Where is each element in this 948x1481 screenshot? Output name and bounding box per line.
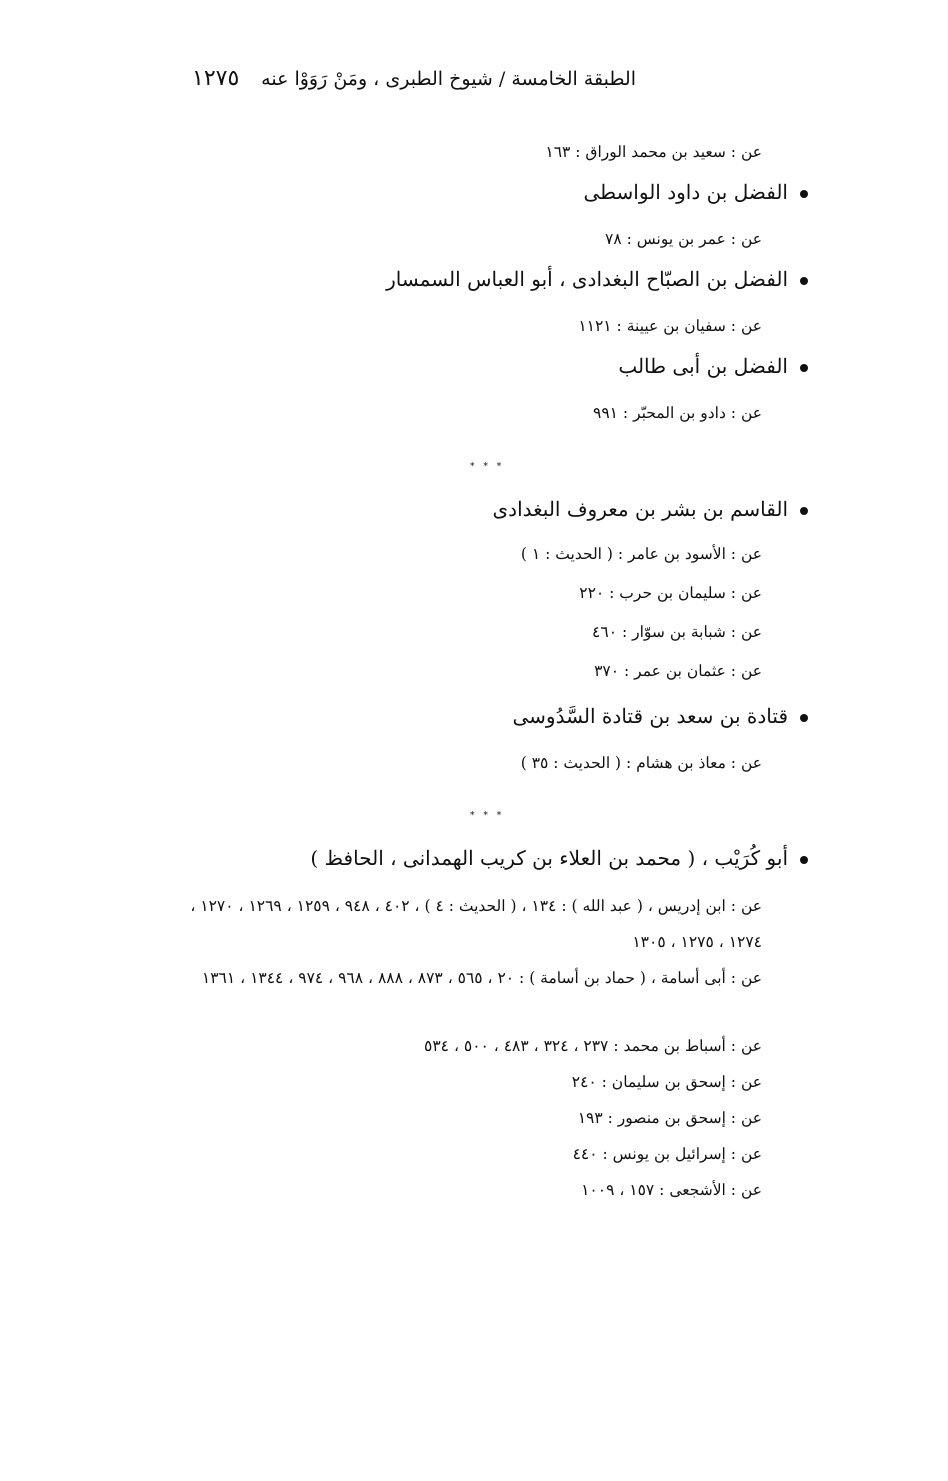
page-number: ١٢٧٥ — [192, 66, 240, 91]
narrator-line: عن : عمر بن يونس : ٧٨ — [605, 230, 762, 248]
bullet-icon — [800, 856, 808, 864]
entry-heading — [513, 704, 809, 728]
narrator-line: عن : إسرائيل بن يونس : ٤٤٠ — [572, 1145, 762, 1163]
narrator-line: عن : سفيان بن عيينة : ١١٢١ — [578, 317, 762, 335]
bullet-icon — [800, 714, 808, 722]
bullet-icon — [800, 277, 808, 285]
bullet-icon — [800, 364, 808, 372]
narrator-line: عن : دادو بن المحبّر : ٩٩١ — [593, 404, 762, 422]
entry-name: القاسم بن بشر بن معروف البغدادى — [492, 497, 788, 521]
running-header-title: الطبقة الخامسة / شيوخ الطبرى ، ومَنْ رَوَوْا عنه — [261, 68, 636, 90]
entry-name: الفضل بن الصبّاح البغدادى ، أبو العباس السمسار — [386, 267, 788, 291]
narrator-line: عن : سليمان بن حرب : ٢٢٠ — [579, 584, 762, 602]
entry-heading — [493, 497, 808, 521]
narrator-line: عن : إسحق بن سليمان : ٢٤٠ — [571, 1073, 762, 1091]
bullet-icon — [800, 507, 808, 515]
entry-heading — [310, 846, 808, 870]
narrator-line-multiline: عن : أبى أسامة ، ( حماد بن أسامة ) : ٢٠ ، ٥٦٥ ، ٨٧٣ ، ٨٨٨ ، ٩٦٨ ، ٩٧٤ ، ١٣٤٤ ، ١٣٦١ — [201, 969, 762, 987]
entry-name: أبو كُرَيْب ، ( محمد بن العلاء بن كريب الهمدانى ، الحافظ ) — [310, 846, 788, 870]
entry-heading — [386, 267, 808, 291]
section-divider: * * * — [470, 462, 505, 472]
narrator-line: عن : شبابة بن سوّار : ٤٦٠ — [592, 623, 762, 641]
narrator-line: عن : سعيد بن محمد الوراق : ١٦٣ — [545, 143, 762, 161]
entry-name: الفضل بن أبى طالب — [618, 354, 788, 378]
narrator-line: عن : الأشجعى : ١٥٧ ، ١٠٠٩ — [581, 1181, 762, 1199]
narrator-line: عن : الأسود بن عامر : ( الحديث : ١ ) — [520, 545, 762, 563]
narrator-line: عن : عثمان بن عمر : ٣٧٠ — [594, 662, 762, 680]
narrator-line: عن : معاذ بن هشام : ( الحديث : ٣٥ ) — [520, 754, 762, 772]
entry-heading — [583, 180, 808, 204]
entry-name: قتادة بن سعد بن قتادة السَّدُوسى — [512, 704, 788, 728]
entry-heading — [618, 354, 808, 378]
narrator-line: عن : أسباط بن محمد : ٢٣٧ ، ٣٢٤ ، ٤٨٣ ، ٥٠٠ ، ٥٣٤ — [424, 1037, 762, 1055]
entry-name: الفضل بن داود الواسطى — [583, 180, 788, 204]
narrator-line-multiline: عن : ابن إدريس ، ( عبد الله ) : ١٣٤ ، ( الحديث : ٤ ) ، ٤٠٢ ، ٩٤٨ ، ١٢٥٩ ، ١٢٦٩ ، ١٢٧٠ ، ١٢٧٤ ، ١٢٧٥ ، ١٣٠٥ — [190, 897, 762, 951]
narrator-line: عن : إسحق بن منصور : ١٩٣ — [577, 1109, 762, 1127]
bullet-icon — [800, 190, 808, 198]
section-divider: * * * — [470, 811, 505, 821]
